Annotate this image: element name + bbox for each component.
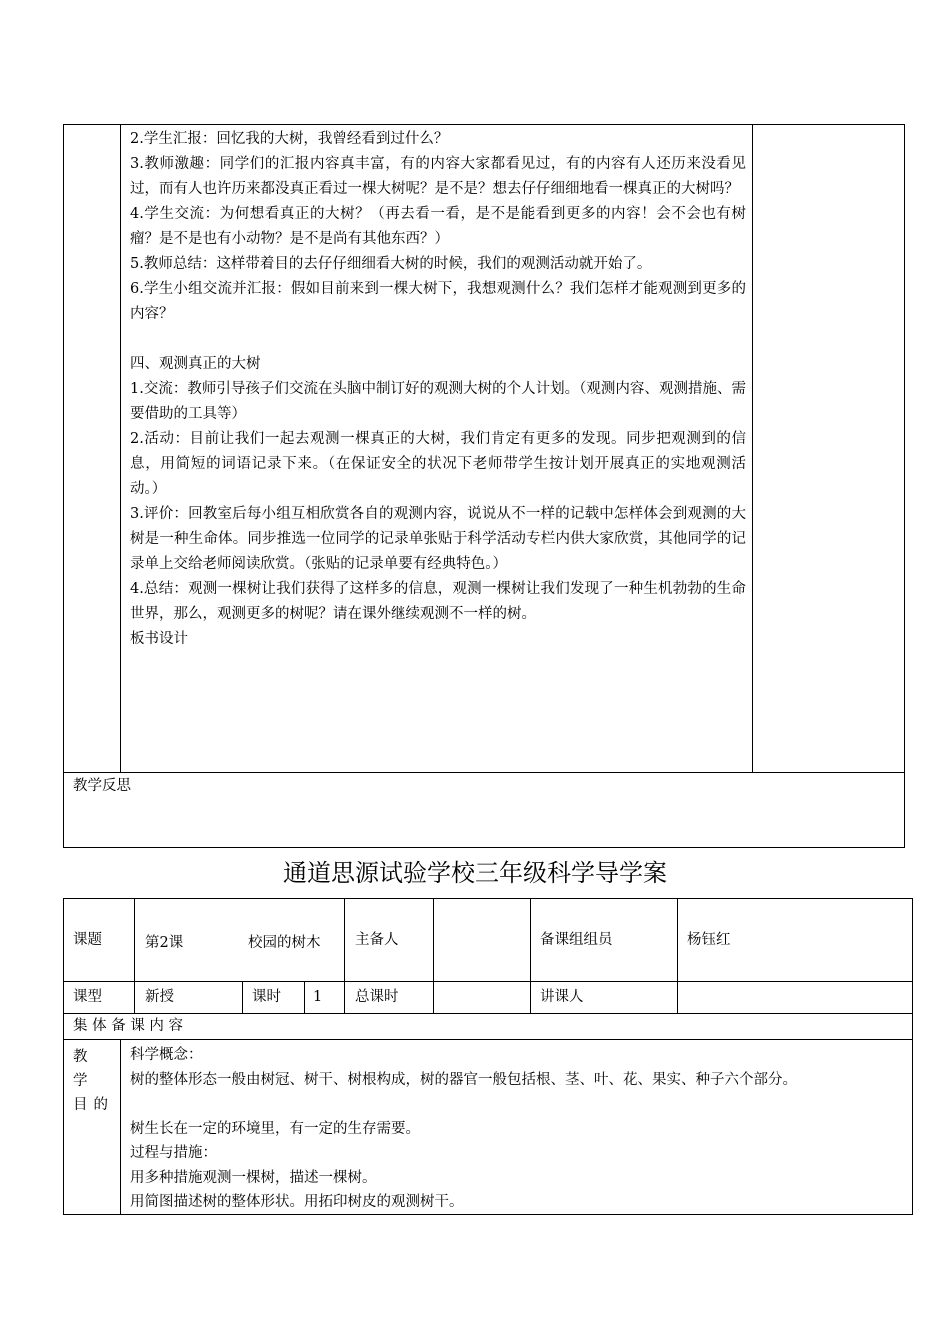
- class-hours-value: 1: [313, 989, 323, 1005]
- lesson-process-content: [130, 127, 746, 652]
- page-title: 通道思源试验学校三年级科学导学案: [283, 859, 667, 887]
- class-hours-label: 课时: [252, 989, 281, 1005]
- lesson-name: 校园的树木: [248, 935, 321, 951]
- teaching-reflection-label: 教学反思: [73, 778, 131, 794]
- blank-line: [130, 1092, 910, 1117]
- content-line: 3.评价：回教室后每小组互相欣赏各自的观测内容，说说从不一样的记载中怎样体会到观测的大树是一种生命体。同步推选一位同学的记录单张贴于科学活动专栏内供大家欣赏，其他同学的记录单上交给老师阅读欣赏。（张贴的记录单要有经典特色。）: [130, 506, 746, 572]
- preparer-label: 主备人: [355, 932, 399, 948]
- goal-line: 用多种措施观测一棵树，描述一棵树。: [130, 1169, 377, 1186]
- content-line: 3.教师激趣：同学们的汇报内容真丰富，有的内容大家都看见过，有的内容有人还历来没看见过，而有人也许历来都没真正看过一棵大树呢？是不是？想去仔仔细细地看一棵真正的大树吗？: [130, 156, 746, 197]
- content-line: 6.学生小组交流并汇报：假如目前来到一棵大树下，我想观测什么？我们怎样才能观测到更多的内容？: [130, 281, 746, 322]
- goal-line: 过程与措施：: [130, 1145, 217, 1161]
- lesson-type-value: 新授: [145, 989, 174, 1005]
- goal-line: 科学概念：: [130, 1047, 203, 1063]
- content-line: 2.活动：目前让我们一起去观测一棵真正的大树，我们肯定有更多的发现。同步把观测到的信息，用简短的词语记录下来。（在保证安全的状况下老师带学生按计划开展真正的实地观测活动。）: [130, 431, 746, 497]
- goal-line: 树生长在一定的环境里，有一定的生存需要。: [130, 1120, 420, 1137]
- teaching-goal-label: 教 学 目的: [73, 1049, 114, 1113]
- board-design-label: 板书设计: [130, 631, 188, 647]
- goal-line: 用简图描述树的整体形状。用拓印树皮的观测树干。: [130, 1194, 464, 1210]
- lecturer-label: 讲课人: [540, 989, 584, 1005]
- content-line: 1.交流：教师引导孩子们交流在头脑中制订好的观测大树的个人计划。（观测内容、观测措施、需要借助的工具等）: [130, 381, 746, 422]
- lesson-number: 第2课: [145, 935, 184, 951]
- blank-line: [130, 327, 746, 352]
- content-line: 5.教师总结：这样带着目的去仔仔细细看大树的时候，我们的观测活动就开始了。: [130, 256, 652, 272]
- collective-prep-label: 集 体 备 课 内 容: [73, 1018, 184, 1034]
- group-members-label: 备课组组员: [540, 932, 613, 948]
- teaching-goal-content: [130, 1043, 910, 1215]
- section-heading: 四、观测真正的大树: [130, 356, 261, 372]
- group-members-value: 杨钰红: [687, 932, 731, 948]
- lesson-type-label: 课型: [73, 989, 102, 1005]
- content-line: 4.学生交流：为何想看真正的大树？（再去看一看，是不是能看到更多的内容！会不会也有树瘤？是不是也有小动物？是不是尚有其他东西？）: [130, 206, 746, 247]
- content-line: 4.总结：观测一棵树让我们获得了这样多的信息，观测一棵树让我们发现了一种生机勃勃的生命世界，那么，观测更多的树呢？请在课外继续观测不一样的树。: [130, 581, 746, 622]
- total-hours-label: 总课时: [355, 989, 399, 1005]
- lesson-label: 课题: [73, 932, 102, 948]
- goal-line: 树的整体形态一般由树冠、树干、树根构成，树的器官一般包括根、茎、叶、花、果实、种子六个部分。: [130, 1071, 797, 1088]
- content-line: 2.学生汇报：回忆我的大树，我曾经看到过什么？: [130, 131, 449, 147]
